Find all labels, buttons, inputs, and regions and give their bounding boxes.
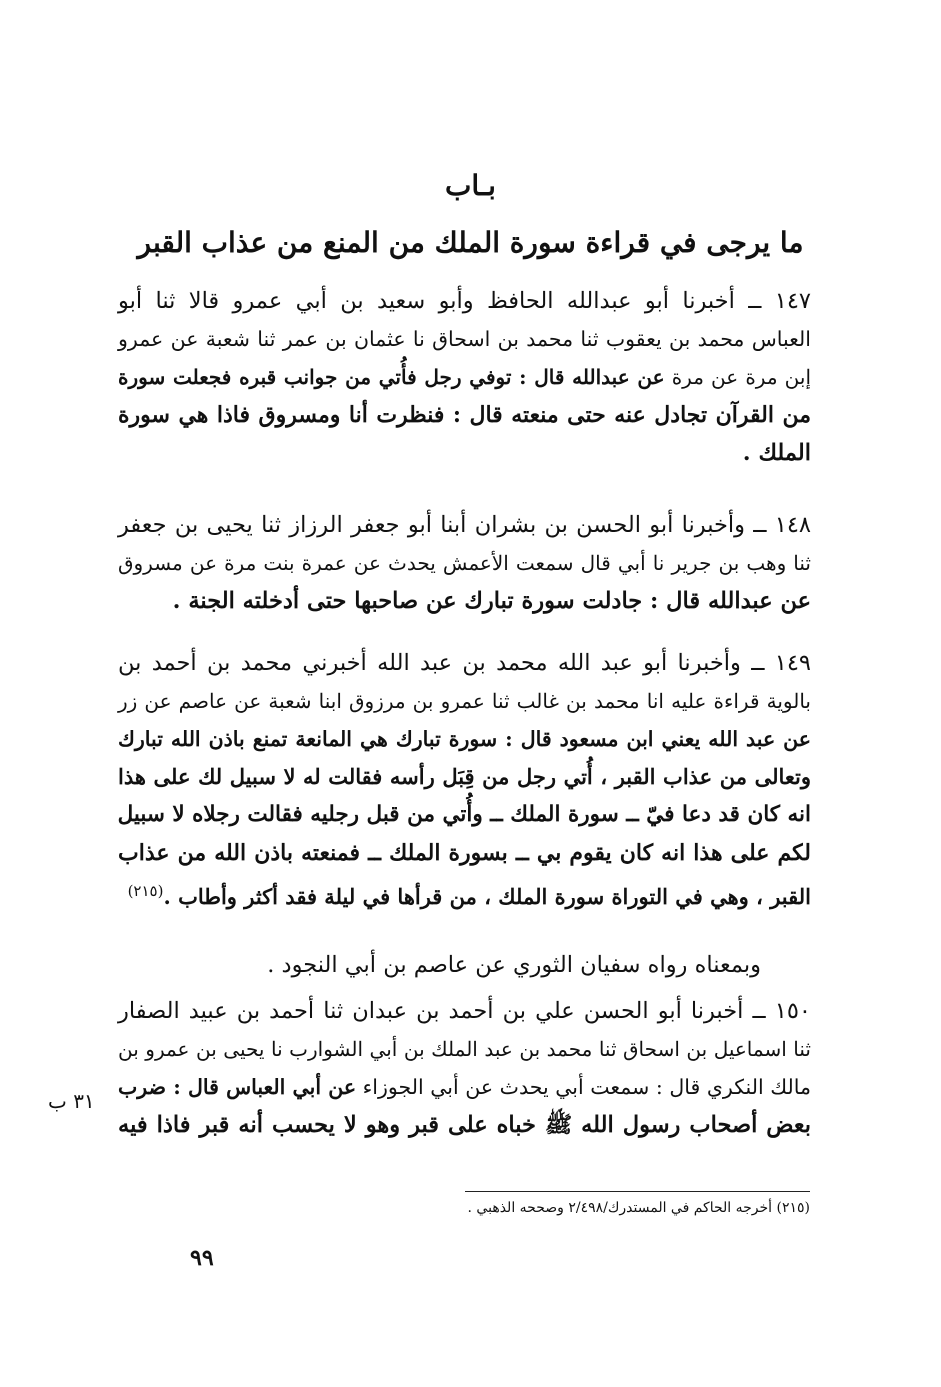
hadith-149-line-2: بالوية قراءة عليه انا محمد بن غالب ثنا عمرو بن مرزوق ابنا شعبة عن عاصم عن زر	[118, 689, 811, 713]
page-number: ٩٩	[190, 1245, 214, 1271]
hadith-150-chain-end: مالك النكري قال : سمعت أبي يحدث عن أبي الجوزاء	[362, 1075, 811, 1099]
hadith-149-line-6: لكم على هذا انه كان يقوم بي ــ بسورة الملك ــ فمنعته باذن الله من عذاب	[118, 840, 811, 866]
hadith-147-line-3	[118, 358, 811, 396]
hadith-150-matn-start: عن أبي العباس قال : ضرب	[118, 1075, 357, 1099]
hadith-149-line-1: ١٤٩ ــ وأخبرنا أبو عبد الله محمد بن عبد الله أخبرني محمد بن أحمد بن	[118, 650, 811, 676]
hadith-147-line-1: ١٤٧ ــ أخبرنا أبو عبدالله الحافظ وأبو سعيد بن أبي عمرو قالا ثنا أبو	[118, 288, 811, 314]
hadith-149-line-5: انه كان قد دعا فيّ ــ سورة الملك ــ وأُتي من قبل رجليه فقالت رجلاه لا سبيل	[117, 802, 811, 827]
hadith-147-line-4: من القرآن تجادل عنه حتى منعته قال : فنظرت أنا ومسروق فاذا هي سورة	[118, 402, 811, 428]
section-title: ما يرجى في قراءة سورة الملك من المنع من عذاب القبر	[137, 226, 804, 259]
hadith-149-paragraph	[118, 644, 811, 916]
hadith-150-line-2: ثنا اسماعيل بن اسحاق ثنا محمد بن عبد الملك بن أبي الشوارب نا يحيى بن عمرو بن	[118, 1037, 811, 1061]
footnote-divider	[465, 1191, 810, 1192]
hadith-149-line-7	[118, 872, 811, 916]
hadith-147-matn-start: عن عبدالله قال : توفي رجل فأُتي من جوانب قبره فجعلت سورة	[118, 365, 665, 389]
hadith-150-paragraph	[118, 992, 811, 1144]
hadith-148-line-3: عن عبدالله قال : جادلت سورة تبارك عن صاحبها حتى أدخلته الجنة .	[172, 588, 811, 614]
hadith-147-chain-end: إبن مرة عن مرة	[671, 365, 812, 389]
footnote-215: (٢١٥) أخرجه الحاكم في المستدرك/٢/٤٩٨ وصححه الذهبي .	[467, 1200, 810, 1216]
hadith-150-line-1: ١٥٠ ــ أخبرنا أبو الحسن علي بن أحمد بن عبدان ثنا أحمد بن عبيد الصفار	[118, 998, 811, 1024]
hadith-147-line-2: العباس محمد بن يعقوب ثنا محمد بن اسحاق نا عثمان بن عمر ثنا شعبة عن عمرو	[118, 327, 811, 351]
hadith-149-line-3: عن عبد الله يعني ابن مسعود قال : سورة تبارك هي المانعة تمنع باذن الله تبارك	[118, 727, 811, 751]
hadith-149-note	[118, 946, 811, 984]
hadith-147-line-5: الملك .	[742, 440, 811, 466]
hadith-148-line-2: ثنا وهب بن جرير نا أبي قال سمعت الأعمش يحدث عن عمرة بنت مرة عن مسروق	[118, 551, 811, 575]
hadith-150-line-3	[118, 1068, 811, 1106]
hadith-148-paragraph	[118, 506, 811, 620]
footnote-reference: (٢١٥)	[127, 882, 164, 900]
hadith-150-line-4: بعض أصحاب رسول الله ﷺ خباه على قبر وهو لا يحسب أنه قبر فاذا فيه	[118, 1112, 811, 1138]
hadith-149-line-7-text: القبر ، وهي في التوراة سورة الملك ، من قرأها في ليلة فقد أكثر وأطاب .	[163, 884, 811, 909]
hadith-149-note-text: وبمعناه رواه سفيان الثوري عن عاصم بن أبي النجود .	[267, 952, 761, 978]
hadith-148-line-1: ١٤٨ ــ وأخبرنا أبو الحسن بن بشران أبنا أبو جعفر الرزاز ثنا يحيى بن جعفر	[118, 512, 811, 538]
hadith-147-paragraph	[118, 282, 811, 472]
hadith-149-line-4: وتعالى من عذاب القبر ، أُتي رجل من قِبَل رأسه فقالت له لا سبيل لك على هذا	[118, 764, 811, 789]
chapter-heading: بـاب	[445, 169, 496, 202]
manuscript-folio-marker: ٣١ ب	[48, 1089, 95, 1113]
